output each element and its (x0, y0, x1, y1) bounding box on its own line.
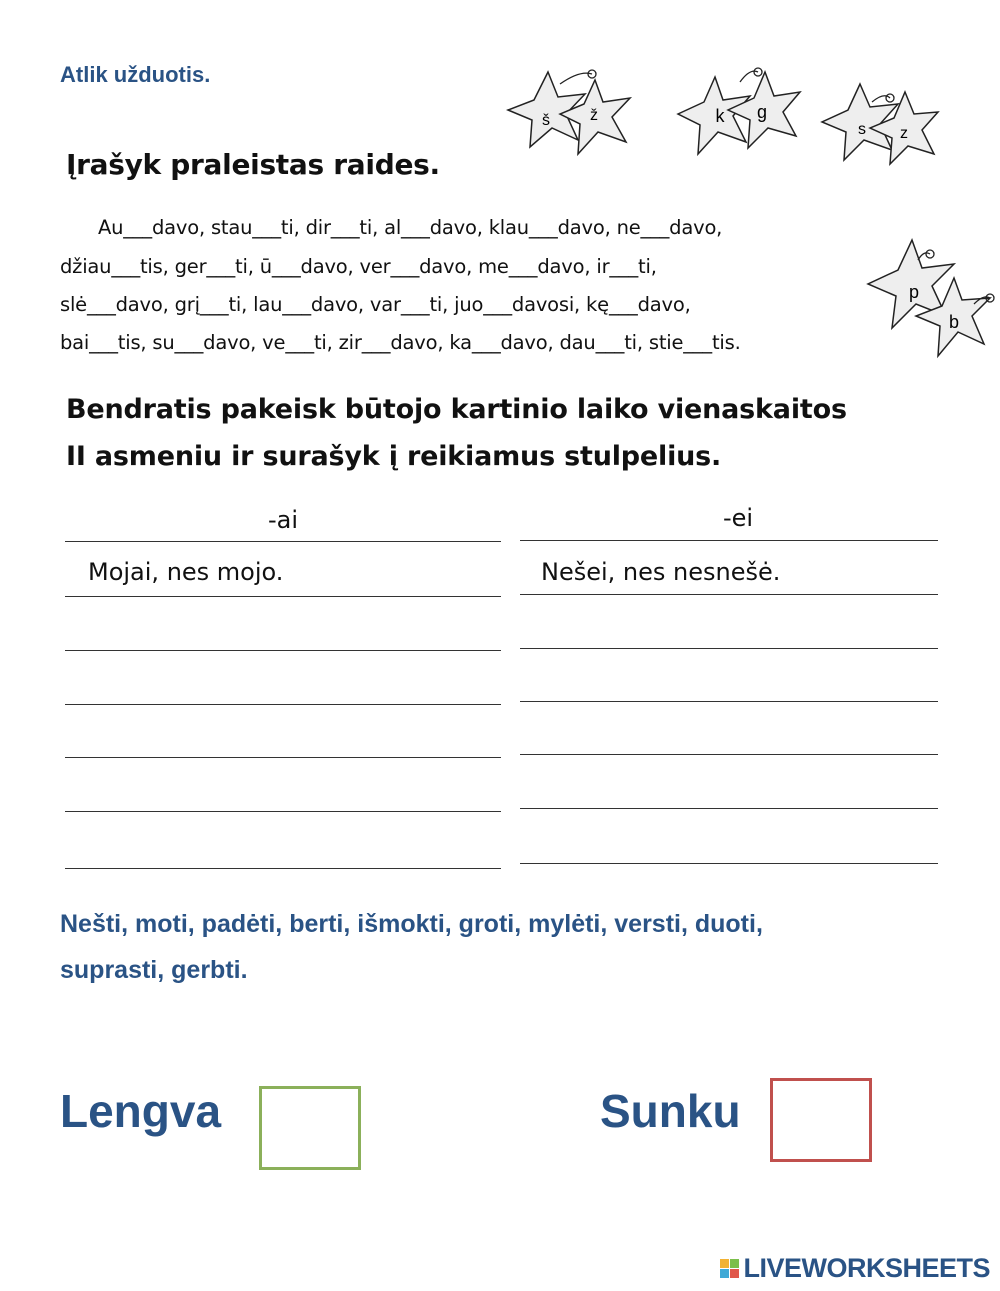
liveworksheets-logo[interactable] (720, 1253, 990, 1284)
letter-stars-top (500, 62, 960, 172)
star-letter: p (908, 282, 920, 302)
column-rule (65, 541, 501, 542)
column-rule (520, 540, 938, 541)
logo-text: LIVEWORKSHEETS (743, 1253, 990, 1283)
star-letter: ž (590, 107, 598, 124)
answer-line[interactable] (520, 754, 938, 755)
instruction-title: Atlik užduotis. (60, 62, 211, 87)
answer-line[interactable] (65, 811, 501, 812)
hard-label: Sunku (600, 1085, 741, 1137)
answer-line[interactable] (65, 650, 501, 651)
word-list-line1: Nešti, moti, padėti, berti, išmokti, groti, mylėti, versti, duoti, (60, 910, 763, 938)
easy-label: Lengva (60, 1085, 222, 1137)
logo-grid-icon (720, 1259, 739, 1278)
answer-line[interactable] (520, 648, 938, 649)
word-list-line2: suprasti, gerbti. (60, 956, 248, 984)
answer-line[interactable] (520, 701, 938, 702)
task2-heading-line2: II asmeniu ir surašyk į reikiamus stulpelius. (66, 441, 722, 472)
column-header-ei: -ei (722, 504, 754, 532)
star-letter: g (756, 102, 768, 122)
letter-stars-right (862, 220, 1000, 370)
answer-line[interactable] (65, 757, 501, 758)
task2-heading-line1: Bendratis pakeisk būtojo kartinio laiko vienaskaitos (66, 394, 847, 425)
fill-line: Au___davo, stau___ti, dir___ti, al___davo, klau___davo, ne___davo, (98, 216, 723, 239)
answer-line[interactable] (65, 704, 501, 705)
hard-checkbox[interactable] (770, 1078, 872, 1162)
star-letter: k (715, 106, 725, 126)
answer-line[interactable] (65, 868, 501, 869)
answer-line[interactable] (520, 863, 938, 864)
column-rule (520, 594, 938, 595)
column-header-ai: -ai (267, 506, 299, 534)
answer-line[interactable] (520, 808, 938, 809)
fill-line: slė___davo, grį___ti, lau___davo, var___ti, juo___davosi, kę___davo, (60, 293, 691, 316)
column-rule (65, 596, 501, 597)
task1-heading: Įrašyk praleistas raides. (66, 148, 440, 181)
star-letter: s (858, 121, 866, 138)
example-ai: Mojai, nes mojo. (88, 558, 284, 586)
star-letter: z (900, 125, 908, 142)
example-ei: Nešei, nes nesnešė. (541, 558, 781, 586)
star-letter: b (948, 312, 960, 332)
star-letter: š (542, 112, 550, 129)
fill-line: bai___tis, su___davo, ve___ti, zir___davo, ka___davo, dau___ti, stie___tis. (60, 331, 741, 354)
fill-line: džiau___tis, ger___ti, ū___davo, ver___davo, me___davo, ir___ti, (60, 255, 657, 278)
easy-checkbox[interactable] (259, 1086, 361, 1170)
